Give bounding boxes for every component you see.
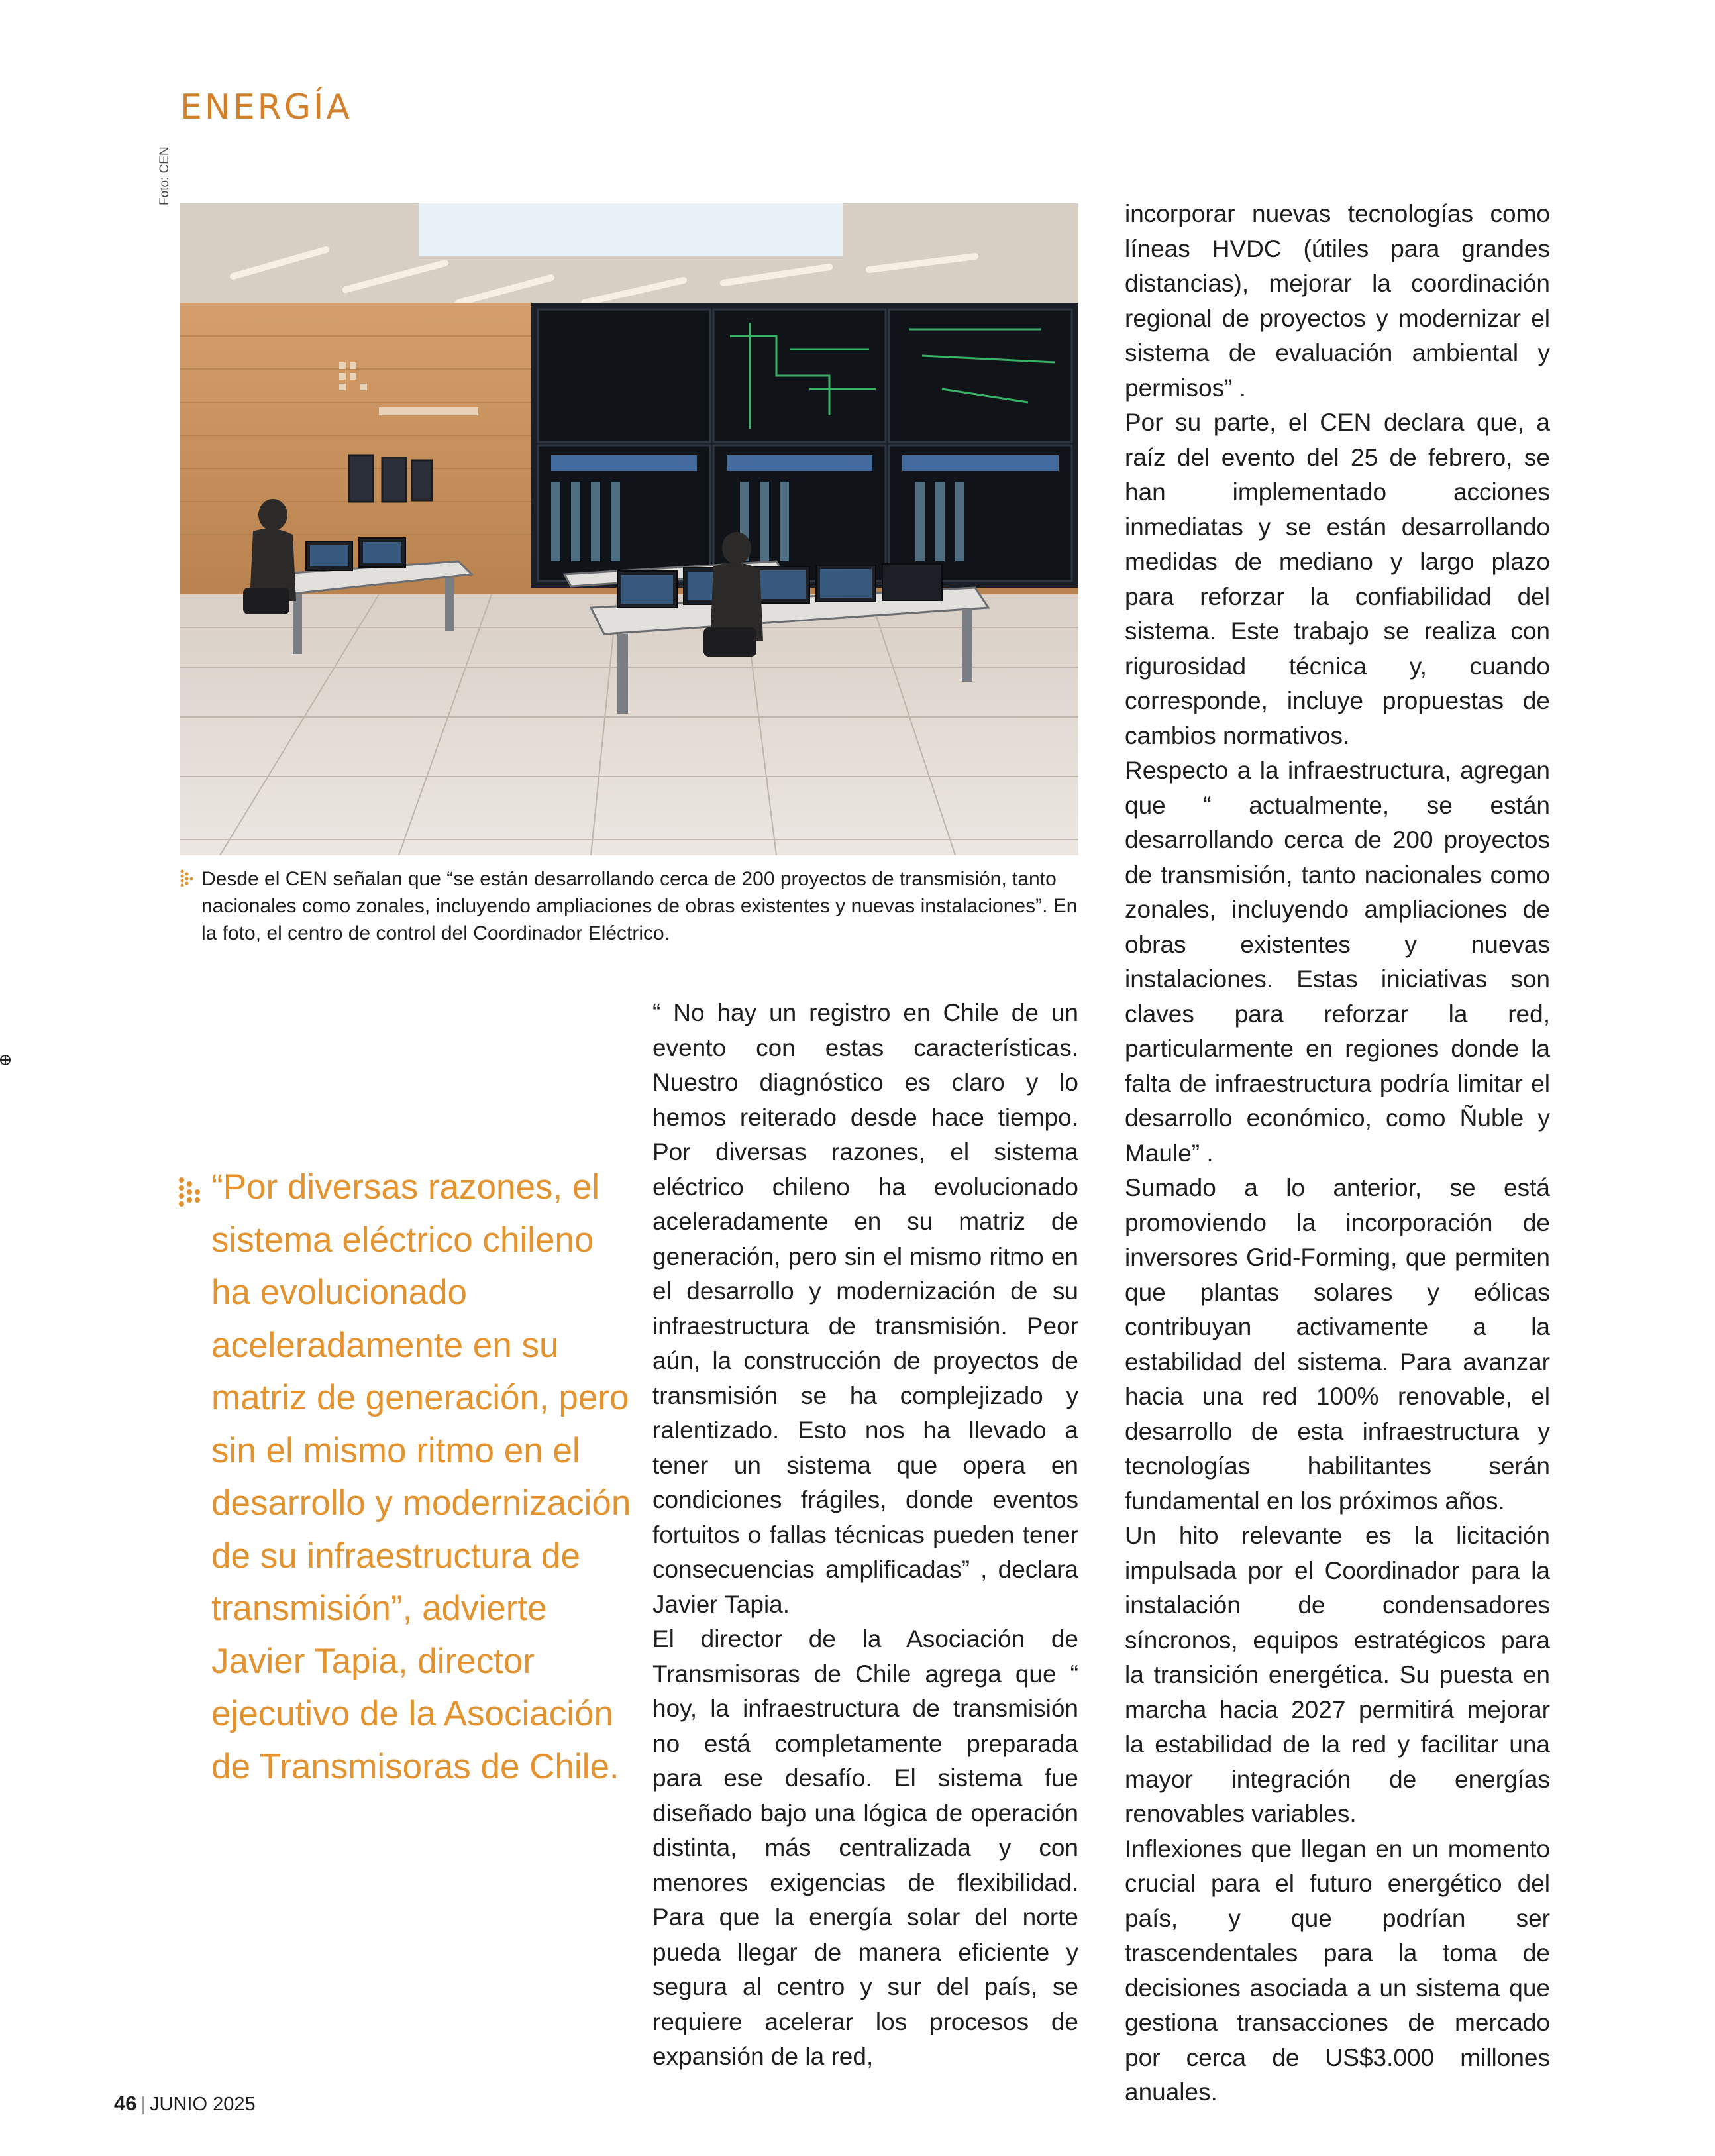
registration-mark-icon <box>0 1052 16 1068</box>
article-paragraph: “ No hay un registro en Chile de un evento con estas características. Nuestro diagnóstico es claro y lo hemos reiterado desde hace tiempo. Por diversas razones, el sistema eléctrico chileno ha evolucionado aceleradamente en su matriz de generación, pero sin el mismo ritmo en el desarrollo y modernización de su infraestructura de transmisión. Peor aún, la construcción de proyectos de transmisión se ha complejizado y ralentizado. Esto nos ha llevado a tener un sistema que opera en condiciones frágiles, donde eventos fortuitos o fallas técnicas pueden tener consecuencias amplificadas” , declara Javier Tapia. <box>652 999 1078 1618</box>
article-paragraph: Un hito relevante es la licitación impulsada por el Coordinador para la instalación de condensadores síncronos, equipos estratégicos para la transición energética. Su puesta en marcha hacia 2027 permitirá mejorar la estabilidad de la red y facilitar una mayor integración de energías renovables variables. <box>1125 1522 1550 1827</box>
article-paragraph: Inflexiones que llegan en un momento crucial para el futuro energético del país, y que podrían ser trascendentales para la toma de decisiones asociada a un sistema que gestiona transacciones de mercado por cerca de US$3.000 millones anuales. <box>1125 1835 1550 2106</box>
pull-quote <box>176 1161 639 1793</box>
section-label: ENERGÍA <box>180 87 352 127</box>
article-paragraph: Respecto a la infraestructura, agregan que “ actualmente, se están desarrollando cerca de 200 proyectos de transmisión, tanto nacionales como zonales, incluyendo ampliaciones de obras existentes y nuevas instalaciones. Estas iniciativas son claves para reforzar la red, particularmente en regiones donde la falta de infraestructura podría limitar el desarrollo económico, como Ñuble y Maule” . <box>1125 757 1550 1167</box>
pull-quote-text: “Por diversas razones, el sistema eléctrico chileno ha evolucionado aceleradamente en su matriz de generación, pero sin el mismo ritmo en el desarrollo y modernización de su infraestructura de transmisión”, advierte Javier Tapia, director ejecutivo de la Asociación de Transmisoras de Chile. <box>211 1167 631 1786</box>
page-number: 46 <box>114 2092 137 2115</box>
bullet-dots-icon <box>178 1177 205 1209</box>
article-paragraph: incorporar nuevas tecnologías como líneas HVDC (útiles para grandes distancias), mejorar la coordinación regional de proyectos y modernizar el sistema de evaluación ambiental y permisos” . <box>1125 200 1550 402</box>
article-column-middle <box>652 996 1078 2075</box>
control-room-photo <box>180 203 1078 855</box>
article-paragraph: Sumado a lo anterior, se está promoviendo la incorporación de inversores Grid-Forming, que permiten que plantas solares y eólicas contribuyan activamente a la estabilidad del sistema. Para avanzar hacia una red 100% renovable, el desarrollo de esta infraestructura y tecnologías habilitantes serán fundamental en los próximos años. <box>1125 1174 1550 1515</box>
footer-separator: | <box>140 2094 146 2115</box>
article-paragraph: El director de la Asociación de Transmisoras de Chile agrega que “ hoy, la infraestructura de transmisión no está completamente preparada para ese desafío. El sistema fue diseñado bajo una lógica de operación distinta, más centralizada y con menores exigencias de flexibilidad. Para que la energía solar del norte pueda llegar de manera eficiente y segura al centro y sur del país, se requiere acelerar los procesos de expansión de la red, <box>652 1625 1078 2070</box>
article-paragraph: Por su parte, el CEN declara que, a raíz del evento del 25 de febrero, se han implementado acciones inmediatas y se están desarrollando medidas de mediano y largo plazo para reforzar la confiabilidad del sistema. Este trabajo se realiza con rigurosidad técnica y, cuando corresponde, incluye propuestas de cambios normativos. <box>1125 409 1550 749</box>
bullet-dots-icon <box>180 869 195 887</box>
photo-credit: Foto: CEN <box>158 146 172 205</box>
page-footer <box>114 2092 256 2116</box>
issue-date: JUNIO 2025 <box>150 2094 256 2115</box>
caption-text: Desde el CEN señalan que “se están desarrollando cerca de 200 proyectos de transmisión, tanto nacionales como zonales, incluyendo ampliaciones de obras existentes y nuevas instalaciones”. En la foto, el centro de control del Coordinador Eléctrico. <box>201 868 1078 944</box>
article-column-right <box>1125 197 1550 2110</box>
photo-caption <box>180 865 1078 947</box>
